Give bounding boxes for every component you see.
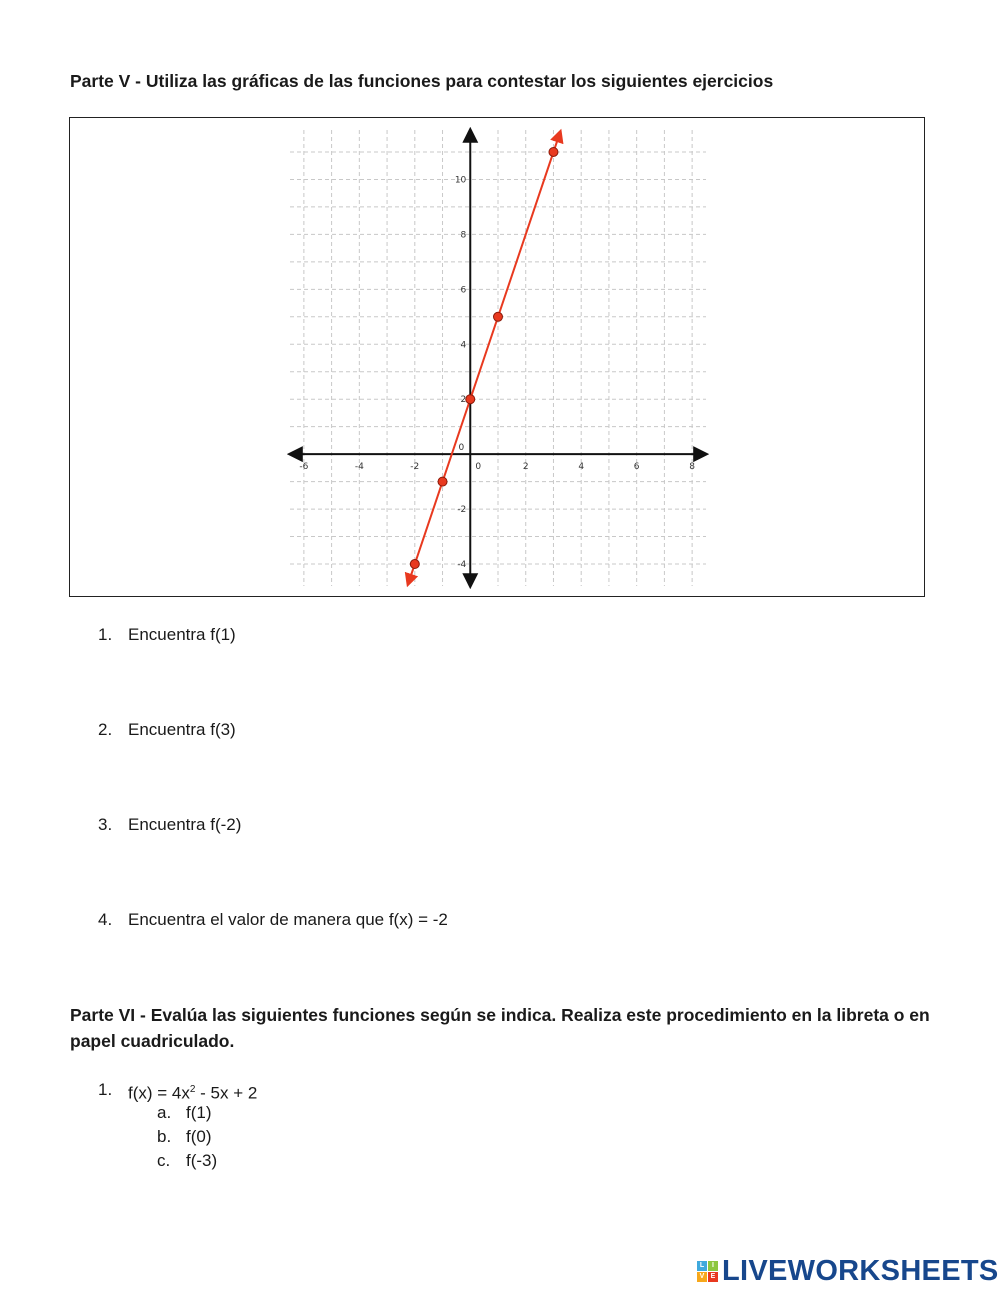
logo-text: LIVEWORKSHEETS [722,1254,999,1287]
question-number: 4. [98,910,113,929]
y-tick-label: 4 [460,340,467,351]
question-2 [98,719,236,741]
subitem-text: f(1) [186,1103,212,1122]
part6-title: Parte VI - Evalúa las siguientes funciones según se indica. Realiza este procedimiento en la libreta o en papel cuadriculado. [70,1005,930,1051]
part5-title: Parte V - Utiliza las gráficas de las funciones para contestar los siguientes ejercicios [70,71,774,91]
y-tick-label: 10 [454,175,467,186]
y-tick-label: 6 [460,285,467,296]
y-tick-label: 2 [460,395,467,406]
data-point [494,312,503,321]
x-tick-label: 6 [633,462,640,473]
question-4 [98,909,448,931]
x-tick-label: -4 [354,462,364,473]
question-text: Encuentra f(-2) [128,815,242,834]
data-point [549,147,558,156]
function-exponent: 2 [189,1084,196,1095]
subitem-text: f(-3) [186,1151,218,1170]
data-point [466,395,475,404]
subitem-c [157,1150,217,1172]
y-tick-label: 0 [458,443,465,454]
graph-frame [69,117,925,597]
x-tick-label: -6 [299,462,309,473]
function-expression [128,1079,257,1105]
x-tick-label: 2 [522,462,529,473]
question-number: 3. [98,815,113,834]
question-number: 1. [98,625,113,644]
subitem-label: c. [157,1151,171,1170]
question-number: 2. [98,720,113,739]
y-tick-label: 8 [460,230,467,241]
question-text: Encuentra f(1) [128,625,236,644]
x-tick-label: 8 [689,462,696,473]
x-tick-label: 4 [578,462,585,473]
subitem-label: a. [157,1103,172,1122]
subitem-label: b. [157,1127,172,1146]
function-prefix: f(x) = 4x [128,1083,190,1103]
logo-icon: L I V E [697,1261,718,1282]
question-text: Encuentra el valor de manera que f(x) = -2 [128,910,448,929]
function-item-1 [98,1079,257,1105]
series-line [408,131,561,584]
subitem-text: f(0) [186,1127,212,1146]
data-point [410,560,419,569]
data-point [438,477,447,486]
question-3 [98,814,241,836]
x-tick-label: 0 [475,462,482,473]
question-text: Encuentra f(3) [128,720,236,739]
y-tick-label: -4 [457,560,467,571]
item-number: 1. [98,1080,113,1099]
y-tick-label: -2 [457,505,467,516]
subitem-b [157,1126,212,1148]
question-1 [98,624,236,646]
function-suffix: - 5x + 2 [195,1083,258,1103]
line-graph [70,118,926,598]
liveworksheets-logo[interactable] [697,1256,999,1286]
subitem-a [157,1102,212,1124]
x-tick-label: -2 [410,462,420,473]
